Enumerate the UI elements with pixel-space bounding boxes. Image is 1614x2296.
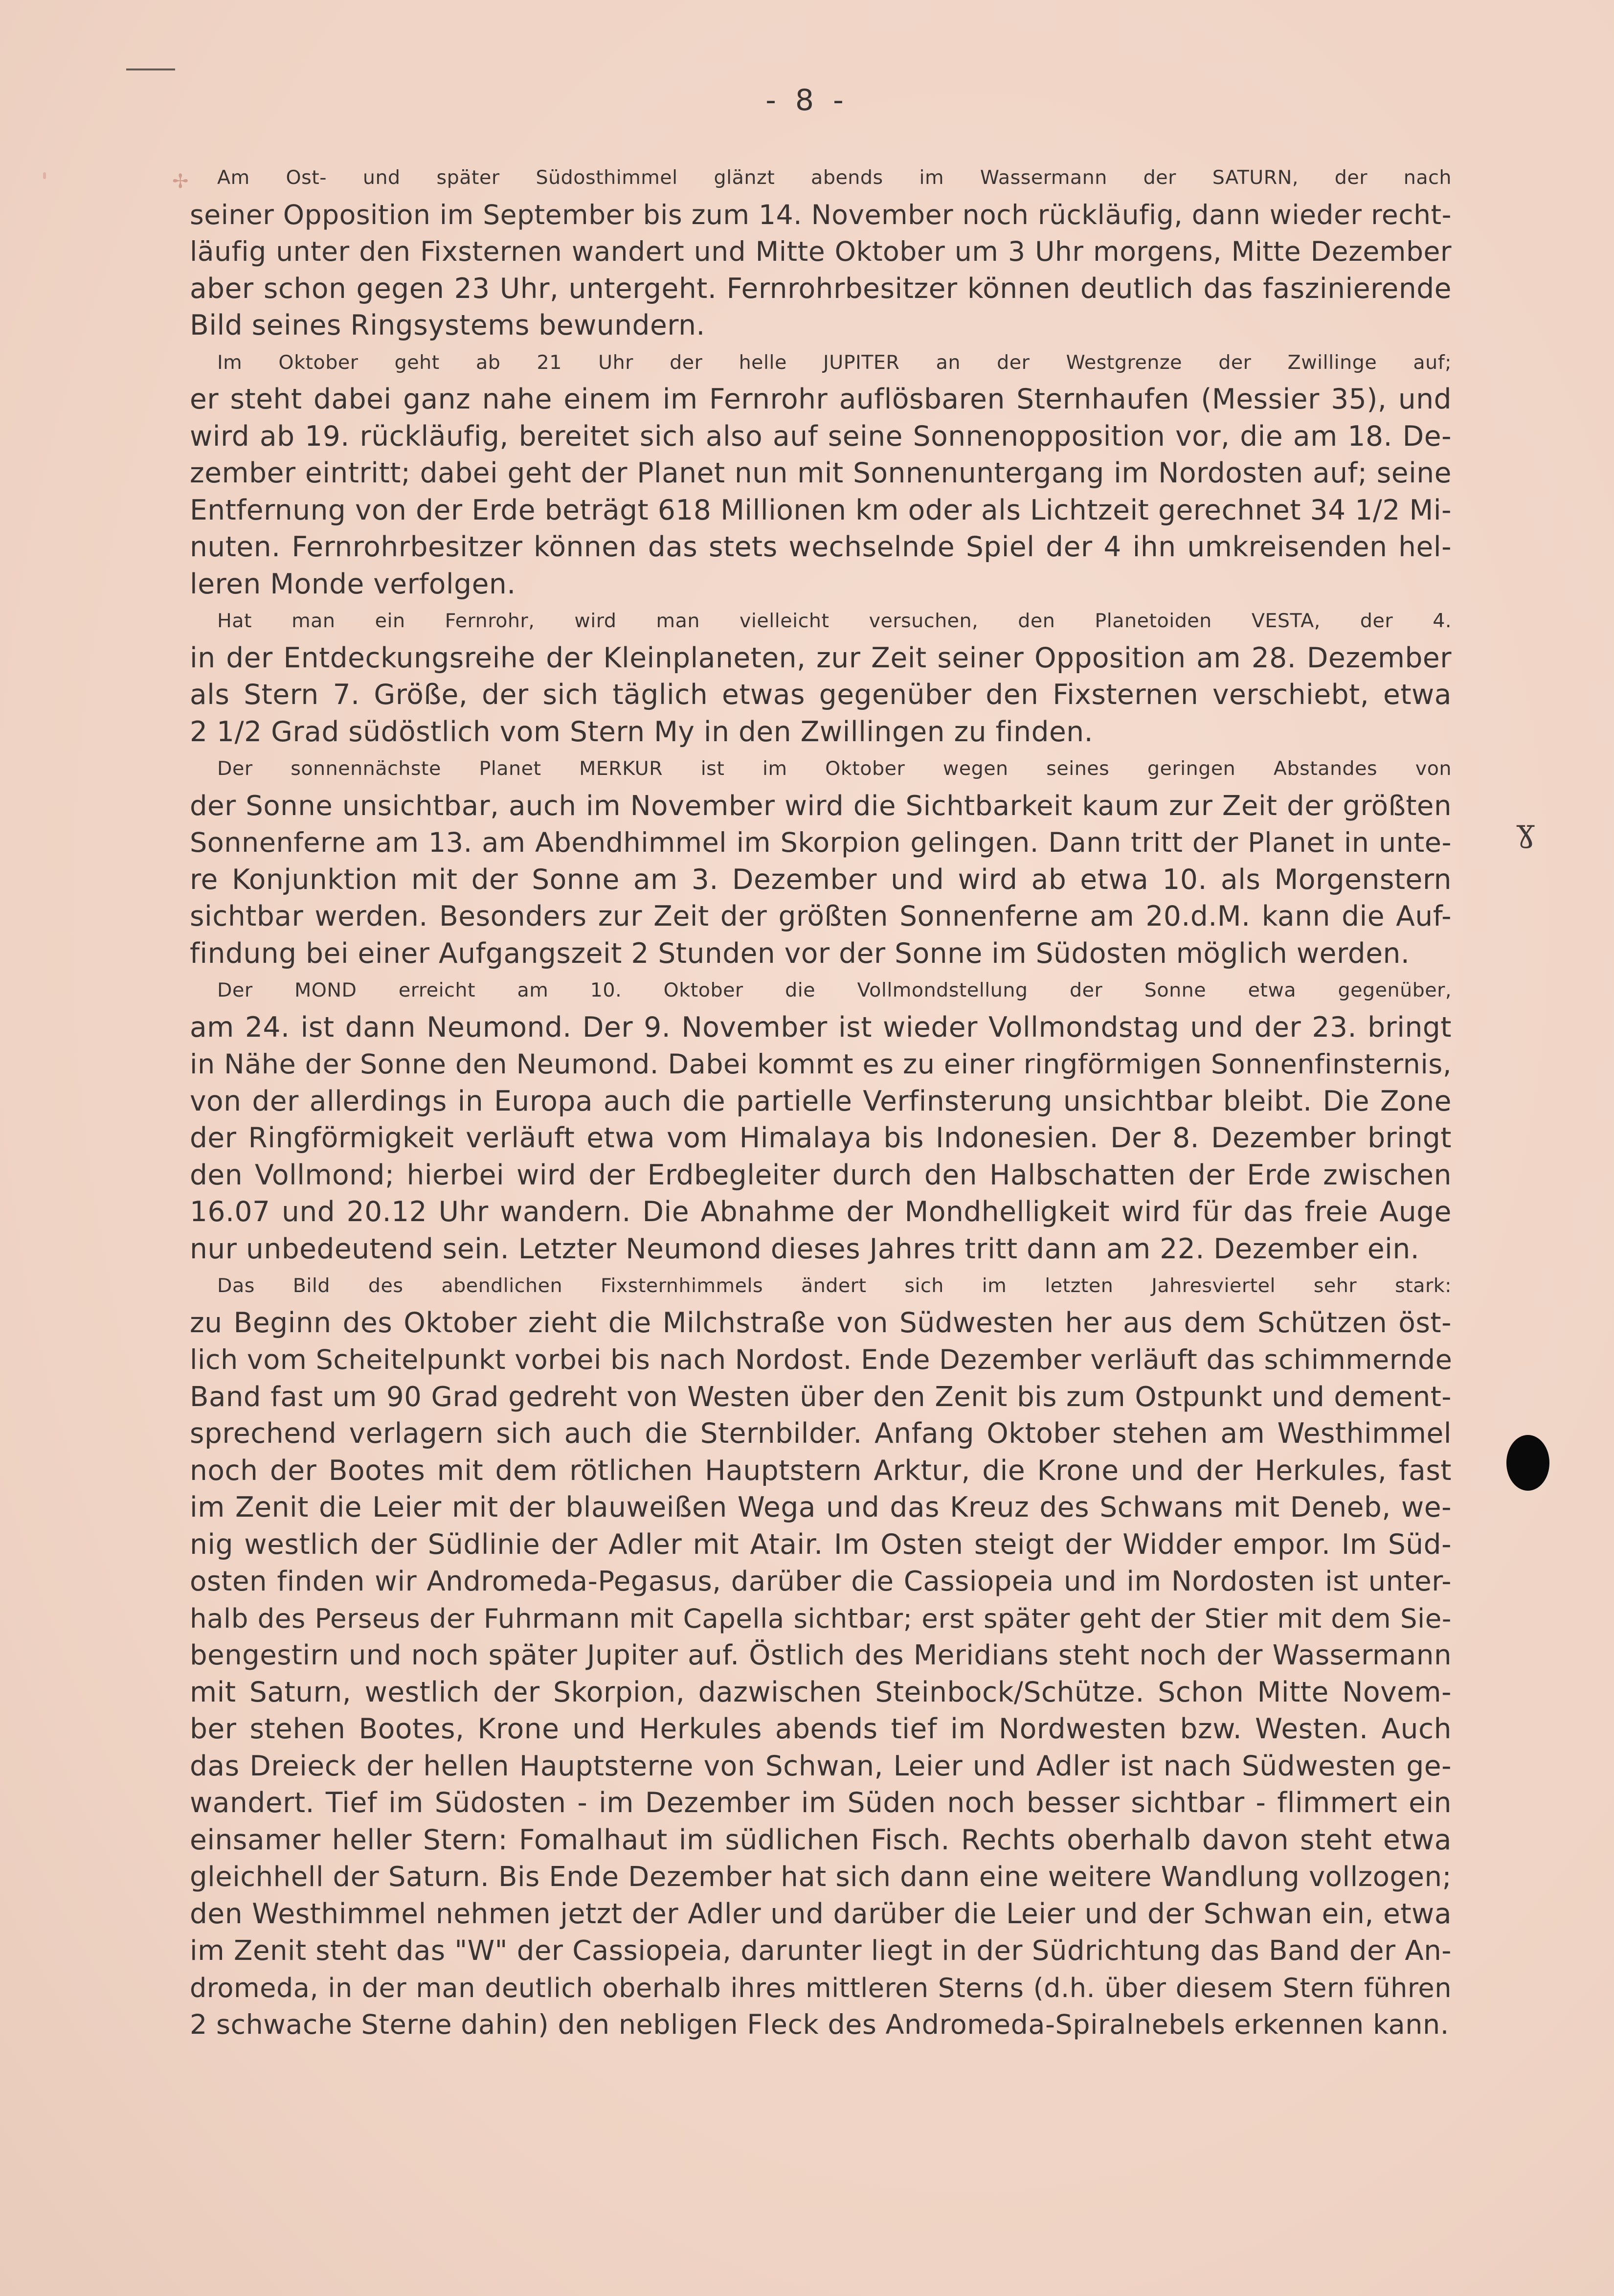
punch-hole [1506,1435,1549,1491]
text-line: bengestirn und noch später Jupiter auf. Östlich des Meridians steht noch der Wassermann [190,1639,1452,1671]
body-text [190,159,1452,2044]
corner-rule [126,68,175,70]
text-line: sichtbar werden. Besonders zur Zeit der größten Sonnenferne am 20.d.M. kann die Auf- [190,900,1452,932]
text-line: Der sonnennächste Planet MERKUR ist im Oktober wegen seines geringen Abstandes von [217,757,1452,780]
text-line: als Stern 7. Größe, der sich täglich etwas gegenüber den Fixsternen verschiebt, etwa [190,679,1452,711]
text-line: wird ab 19. rückläufig, bereitet sich also auf seine Sonnenopposition vor, die am 18. De- [190,420,1452,453]
text-line: den Vollmond; hierbei wird der Erdbegleiter durch den Halbschatten der Erde zwischen [190,1159,1452,1191]
page-number: - 8 - [765,83,849,117]
margin-pencil-mark: ɣ [1516,813,1535,849]
text-line: 2 schwache Sterne dahin) den nebligen Fleck des Andromeda-Spiralnebels erkennen kann. [190,2009,1449,2041]
paragraph-merkur [190,750,1452,972]
text-line: Sonnenferne am 13. am Abendhimmel im Skorpion gelingen. Dann tritt der Planet in unte- [190,827,1452,859]
pencil-mark: ✢ [172,170,189,193]
text-line: zember eintritt; dabei geht der Planet nun mit Sonnenuntergang im Nordosten auf; seine [190,457,1452,489]
text-line: nur unbedeutend sein. Letzter Neumond dieses Jahres tritt dann am 22. Dezember ein. [190,1232,1420,1265]
text-line: das Dreieck der hellen Hauptsterne von Schwan, Leier und Adler ist nach Südwesten ge- [190,1750,1452,1782]
text-line: wandert. Tief im Südosten - im Dezember im Süden noch besser sichtbar - flimmert ein [190,1787,1452,1819]
text-line: findung bei einer Aufgangszeit 2 Stunden vor der Sonne im Südosten möglich werden. [190,937,1410,970]
paragraph-jupiter [190,344,1452,603]
text-line: Am Ost- und später Südosthimmel glänzt abends im Wassermann der SATURN, der nach [217,166,1452,189]
text-line: in der Entdeckungsreihe der Kleinplaneten, zur Zeit seiner Opposition am 28. Dezember [190,641,1452,674]
text-line: der Sonne unsichtbar, auch im November wird die Sichtbarkeit kaum zur Zeit der größten [190,790,1452,822]
text-line: Bild seines Ringsystems bewundern. [190,309,705,341]
text-line: einsamer heller Stern: Fomalhaut im südlichen Fisch. Rechts oberhalb davon steht etwa [190,1823,1452,1856]
text-line: re Konjunktion mit der Sonne am 3. Dezember und wird ab etwa 10. als Morgenstern [190,863,1452,896]
text-line: aber schon gegen 23 Uhr, untergeht. Fernrohrbesitzer können deutlich das faszinierende [190,272,1452,305]
paragraph-fixsternhimmel [190,1268,1452,2044]
text-line: dromeda, in der man deutlich oberhalb ihres mittleren Sterns (d.h. über diesem Stern führen [190,1972,1452,2003]
text-line: seiner Opposition im September bis zum 14. November noch rückläufig, dann wieder recht- [190,199,1452,230]
text-line: im Zenit die Leier mit der blauweißen Wega und das Kreuz des Schwans mit Deneb, we- [190,1491,1452,1523]
text-line: Entfernung von der Erde beträgt 618 Millionen km oder als Lichtzeit gerechnet 34 1/2 Mi- [190,494,1452,526]
paragraph-saturn [190,159,1452,344]
text-line: in Nähe der Sonne den Neumond. Dabei kommt es zu einer ringförmigen Sonnenfinsternis, [190,1048,1452,1080]
paragraph-mond [190,972,1452,1268]
pencil-dot [43,172,46,179]
text-line: nuten. Fernrohrbesitzer können das stets wechselnde Spiel der 4 ihn umkreisenden hel- [190,531,1452,563]
text-line: Band fast um 90 Grad gedreht von Westen über den Zenit bis zum Ostpunkt und dement- [190,1381,1452,1413]
text-line: sprechend verlagern sich auch die Sternbilder. Anfang Oktober stehen am Westhimmel [190,1417,1452,1450]
text-line: läufig unter den Fixsternen wandert und Mitte Oktober um 3 Uhr morgens, Mitte Dezember [190,236,1452,267]
text-line: gleichhell der Saturn. Bis Ende Dezember hat sich dann eine weitere Wandlung vollzogen; [190,1861,1452,1893]
text-line: Im Oktober geht ab 21 Uhr der helle JUPITER an der Westgrenze der Zwillinge auf; [217,351,1452,374]
text-line: er steht dabei ganz nahe einem im Fernrohr auflösbaren Sternhaufen (Messier 35), und [190,383,1452,415]
text-line: osten finden wir Andromeda-Pegasus, darüber die Cassiopeia und im Nordosten ist unter- [190,1566,1452,1597]
text-line: lich vom Scheitelpunkt vorbei bis nach Nordost. Ende Dezember verläuft das schimmernde [190,1344,1453,1376]
text-line: halb des Perseus der Fuhrmann mit Capella sichtbar; erst später geht der Stier mit dem Sie- [190,1602,1452,1634]
text-line: den Westhimmel nehmen jetzt der Adler und darüber die Leier und der Schwan ein, etwa [190,1897,1452,1930]
text-line: Der MOND erreicht am 10. Oktober die Vollmondstellung der Sonne etwa gegenüber, [217,979,1452,1001]
text-line: Das Bild des abendlichen Fixsternhimmels ändert sich im letzten Jahresviertel sehr stark: [217,1274,1452,1297]
text-line: 16.07 und 20.12 Uhr wandern. Die Abnahme der Mondhelligkeit wird für das freie Auge [190,1196,1452,1228]
text-line: der Ringförmigkeit verläuft etwa vom Himalaya bis Indonesien. Der 8. Dezember bringt [190,1122,1452,1154]
text-line: noch der Bootes mit dem rötlichen Hauptstern Arktur, die Krone und der Herkules, fast [190,1454,1452,1487]
text-line: mit Saturn, westlich der Skorpion, dazwischen Steinbock/Schütze. Schon Mitte Novem- [190,1676,1452,1708]
text-line: nig westlich der Südlinie der Adler mit Atair. Im Osten steigt der Widder empor. Im Süd- [190,1528,1452,1561]
text-line: im Zenit steht das "W" der Cassiopeia, darunter liegt in der Südrichtung das Band der An- [190,1935,1452,1967]
text-line: Hat man ein Fernrohr, wird man vielleicht versuchen, den Planetoiden VESTA, der 4. [217,610,1452,632]
text-line: 2 1/2 Grad südöstlich vom Stern My in den Zwillingen zu finden. [190,715,1094,748]
text-line: ber stehen Bootes, Krone und Herkules abends tief im Nordwesten bzw. Westen. Auch [190,1713,1452,1745]
text-line: von der allerdings in Europa auch die partielle Verfinsterung unsichtbar bleibt. Die Zone [190,1085,1452,1117]
text-line: leren Monde verfolgen. [190,568,516,600]
text-line: zu Beginn des Oktober zieht die Milchstraße von Südwesten her aus dem Schützen öst- [190,1306,1452,1339]
paragraph-vesta [190,603,1452,750]
text-line: am 24. ist dann Neumond. Der 9. November ist wieder Vollmondstag und der 23. bringt [190,1011,1452,1044]
